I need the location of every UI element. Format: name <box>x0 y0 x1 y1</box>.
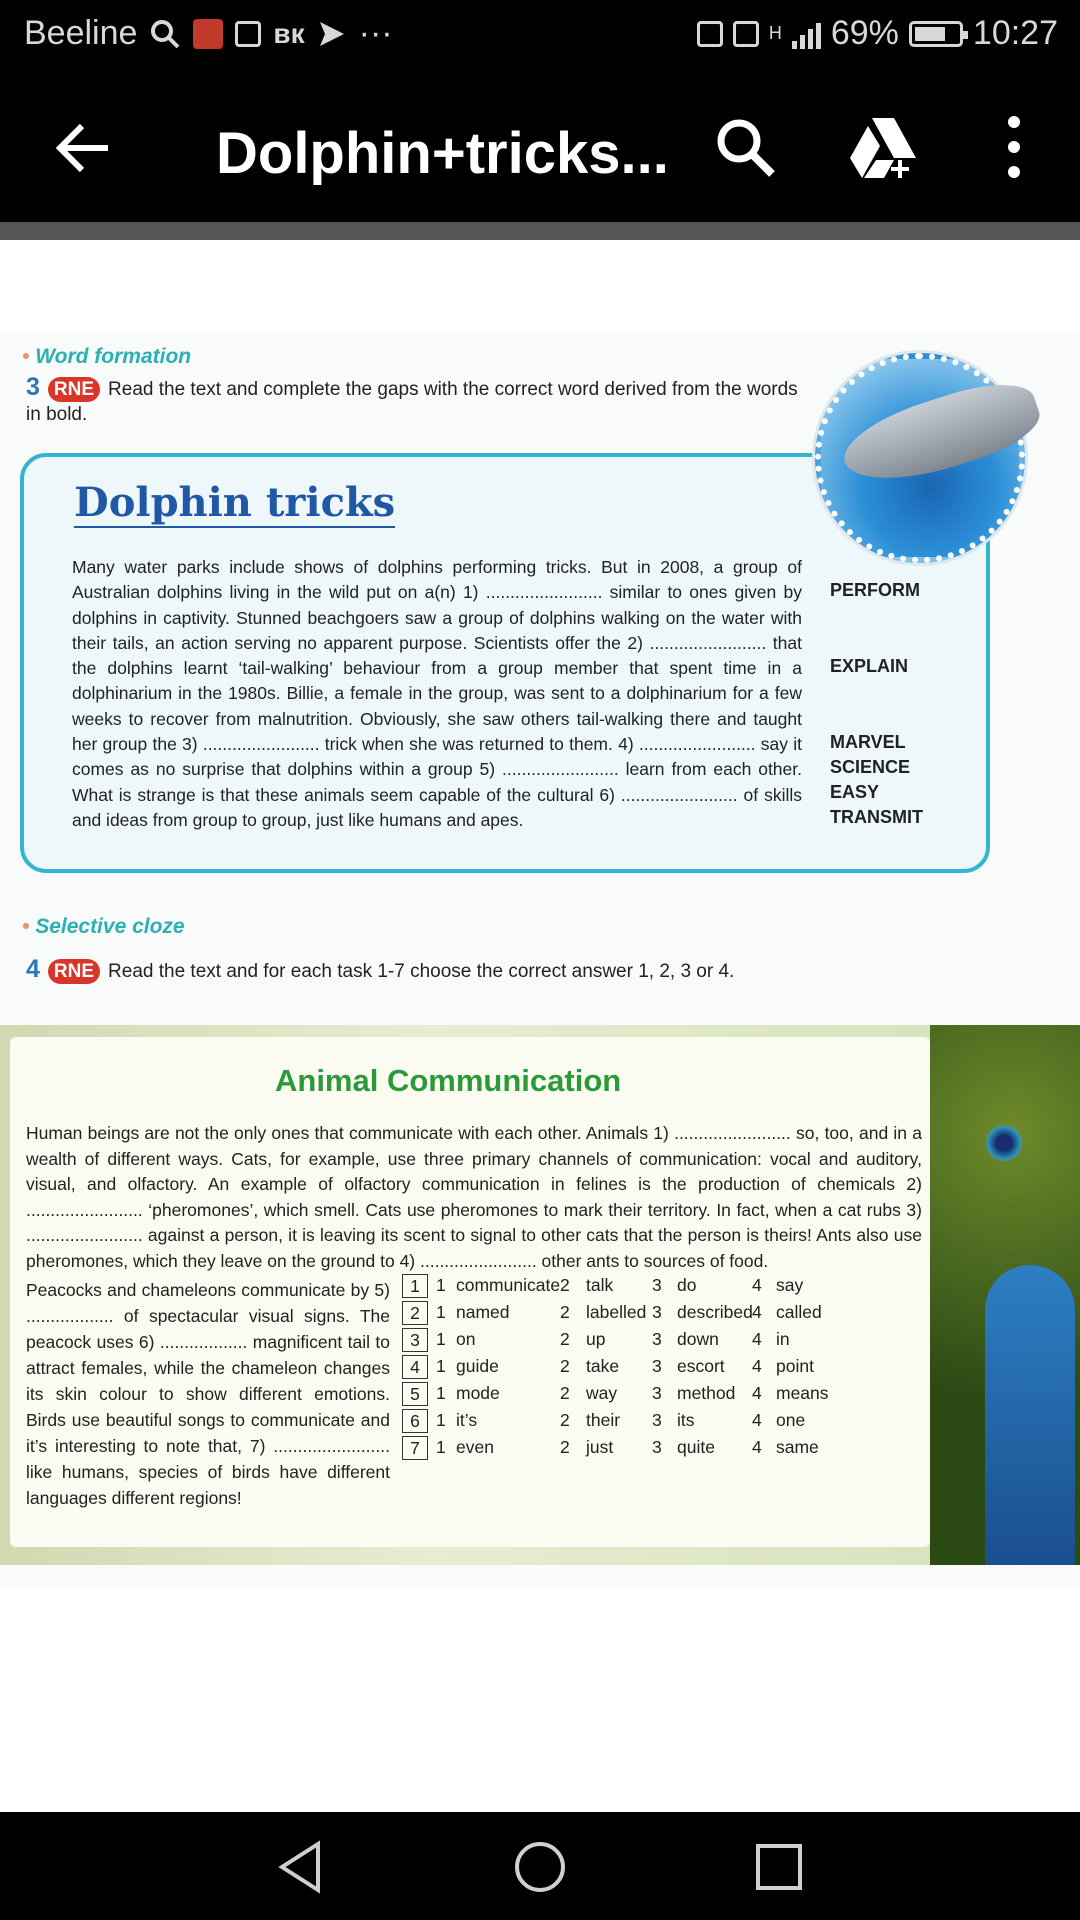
option-d: point <box>776 1356 814 1376</box>
option-c: escort <box>677 1356 725 1376</box>
network-type: H <box>768 23 782 43</box>
animal-communication-title: Animal Communication <box>275 1063 622 1098</box>
option-a: on <box>456 1329 476 1349</box>
dolphin-tricks-title: Dolphin tricks <box>74 479 396 526</box>
option-task-number: 2 <box>402 1301 428 1325</box>
option-digit: 2 <box>560 1410 570 1430</box>
option-digit: 1 <box>436 1410 446 1430</box>
more-options-icon[interactable] <box>996 112 1032 182</box>
option-a: named <box>456 1302 510 1322</box>
home-nav-icon[interactable] <box>511 1838 569 1896</box>
keyword-perform: PERFORM <box>830 580 920 600</box>
animal-communication-text-continued: Peacocks and chameleons communicate by 5) .................. of spectacular visual signs. The peacock uses 6) .................. magnificent tail to attract females, while the chameleon changes its skin colour to show different emotions. Birds use beautiful songs to communicate and it’s interesting to note that, 7) ........................ like humans, species of birds have different languages different regions! <box>26 1280 390 1508</box>
option-a: even <box>456 1437 494 1457</box>
keyword-marvel: MARVEL <box>830 732 906 752</box>
app-bar <box>0 72 1080 222</box>
option-digit: 4 <box>752 1437 762 1457</box>
option-digit: 4 <box>752 1275 762 1295</box>
keyword-science: SCIENCE <box>830 757 911 777</box>
option-digit: 2 <box>560 1383 570 1403</box>
vk-icon: вк <box>273 17 305 49</box>
keyword-transmit: TRANSMIT <box>830 807 923 827</box>
battery-percent: 69% <box>830 14 899 52</box>
section-heading-selective-cloze: • Selective cloze <box>22 915 185 939</box>
option-digit: 2 <box>560 1329 570 1349</box>
document-title: Dolphin+tricks... <box>216 121 669 186</box>
option-digit: 2 <box>560 1275 570 1295</box>
dolphin-tricks-text: Many water parks include shows of dolphins performing tricks. But in 2008, a group of Australian dolphins living in the wild put on a(n) 1) ........................ similar to ones given by dolphins in captivity. Stunned beachgoers saw a group of dolphins walking on the water with their tails, an action serving no apparent purpose. Scientists offer the 2) ........................ that the dolphins learnt ‘tail-walking’ behaviour from a group member that spent time in a dolphinarium in the 1980s. Billie, a female in the group, was sent to a dolphinarium for a few weeks to recover from malnutrition. Obviously, she saw others tail-walking there and taught her group the 3) ........................ trick when she was returned to them. 4) ........................ say it comes as no surprise that dolphins within a group 5) ........................ learn from each other. What is strange is that these animals seem capable of the cultural 6) ........................ of skills and ideas from group to group, just like humans and apes. <box>72 557 802 830</box>
option-digit: 1 <box>436 1356 446 1376</box>
maps-icon <box>235 21 261 47</box>
option-digit: 2 <box>560 1356 570 1376</box>
battery-icon <box>909 21 963 47</box>
option-c: method <box>677 1383 736 1403</box>
option-task-number: 4 <box>402 1355 428 1379</box>
keyword-easy: EASY <box>830 782 880 802</box>
signal-icon <box>792 19 821 49</box>
option-d: same <box>776 1437 819 1457</box>
option-c: quite <box>677 1437 715 1457</box>
section-heading-word-formation: • Word formation <box>22 345 191 369</box>
dolphin-photo <box>815 353 1025 563</box>
search-icon[interactable] <box>712 114 778 180</box>
document-viewer[interactable] <box>0 240 1080 1812</box>
option-b: way <box>586 1383 618 1403</box>
option-c: its <box>677 1410 695 1430</box>
navigation-bar <box>0 1812 1080 1920</box>
option-digit: 3 <box>652 1437 662 1457</box>
task-instruction: Read the text and for each task 1-7 choose the correct answer 1, 2, 3 or 4. <box>108 961 735 982</box>
add-to-drive-icon[interactable] <box>850 116 918 180</box>
option-digit: 4 <box>752 1383 762 1403</box>
nfc-icon <box>697 21 723 47</box>
rne-badge: RNE <box>48 959 100 984</box>
option-digit: 2 <box>560 1437 570 1457</box>
option-digit: 1 <box>436 1275 446 1295</box>
option-digit: 4 <box>752 1356 762 1376</box>
option-d: in <box>776 1329 790 1349</box>
option-digit: 3 <box>652 1329 662 1349</box>
option-c: do <box>677 1275 697 1295</box>
carrier-name: Beeline <box>24 14 138 52</box>
option-b: talk <box>586 1275 614 1295</box>
option-b: their <box>586 1410 621 1430</box>
option-digit: 2 <box>560 1302 570 1322</box>
keyword-explain: EXPLAIN <box>830 656 909 676</box>
option-d: say <box>776 1275 804 1295</box>
option-task-number: 5 <box>402 1382 428 1406</box>
task-instruction: Read the text and complete the gaps with the correct word derived from the words in bold. <box>26 379 798 425</box>
recents-nav-icon[interactable] <box>750 1838 808 1896</box>
option-b: up <box>586 1329 606 1349</box>
search-icon <box>149 18 181 50</box>
task-4-instruction <box>26 957 926 984</box>
task-number: 3 <box>26 373 40 401</box>
document-page <box>0 333 1080 1588</box>
option-digit: 3 <box>652 1383 662 1403</box>
task-number: 4 <box>26 955 40 983</box>
task-3-instruction <box>26 375 806 427</box>
option-digit: 1 <box>436 1383 446 1403</box>
option-d: one <box>776 1410 806 1430</box>
option-digit: 3 <box>652 1302 662 1322</box>
option-digit: 3 <box>652 1356 662 1376</box>
option-task-number: 1 <box>402 1274 428 1298</box>
option-digit: 1 <box>436 1329 446 1349</box>
animal-communication-panel <box>10 1037 930 1547</box>
option-b: labelled <box>586 1302 647 1322</box>
peacock-photo <box>930 1025 1080 1565</box>
option-d: called <box>776 1302 822 1322</box>
option-digit: 4 <box>752 1410 762 1430</box>
animal-communication-box <box>0 1025 1080 1565</box>
option-a: mode <box>456 1383 500 1403</box>
animal-communication-text: Human beings are not the only ones that communicate with each other. Animals 1) ........................ so, too, and in a wealth of different ways. Cats, for example, use three primary channels of communication: vocal and auditory, visual, and olfactory. An example of olfactory communication in felines is the production of chemicals 2) ........................ ‘pheromones’, which smell. Cats use pheromones to mark their territory. In fact, when a cat rubs 3) ........................ against a person, it is leaving its scent to signal to other cats that the person is theirs! Ants also use pheromones, which they leave on the ground to 4) ........................ other ants to sources of food. <box>26 1123 922 1271</box>
option-a: communicate <box>456 1275 561 1295</box>
news-app-icon <box>193 19 223 49</box>
option-c: down <box>677 1329 719 1349</box>
app-bar-divider <box>0 222 1080 240</box>
status-bar <box>0 0 1080 72</box>
option-b: take <box>586 1356 620 1376</box>
option-digit: 3 <box>652 1410 662 1430</box>
option-a: it’s <box>456 1410 478 1430</box>
option-a: guide <box>456 1356 499 1376</box>
option-c: described <box>677 1302 753 1322</box>
send-icon <box>317 19 347 49</box>
option-digit: 3 <box>652 1275 662 1295</box>
option-digit: 1 <box>436 1302 446 1322</box>
option-digit: 4 <box>752 1302 762 1322</box>
option-task-number: 3 <box>402 1328 428 1352</box>
vibrate-icon <box>733 21 759 47</box>
option-digit: 4 <box>752 1329 762 1349</box>
option-digit: 1 <box>436 1437 446 1457</box>
back-nav-icon[interactable] <box>272 1838 330 1896</box>
rne-badge: RNE <box>48 377 100 402</box>
clock: 10:27 <box>972 14 1058 52</box>
option-d: means <box>776 1383 829 1403</box>
option-b: just <box>586 1437 614 1457</box>
more-notifications-icon: ··· <box>358 14 393 52</box>
option-task-number: 7 <box>402 1436 428 1460</box>
back-arrow-icon[interactable] <box>52 116 116 180</box>
option-task-number: 6 <box>402 1409 428 1433</box>
